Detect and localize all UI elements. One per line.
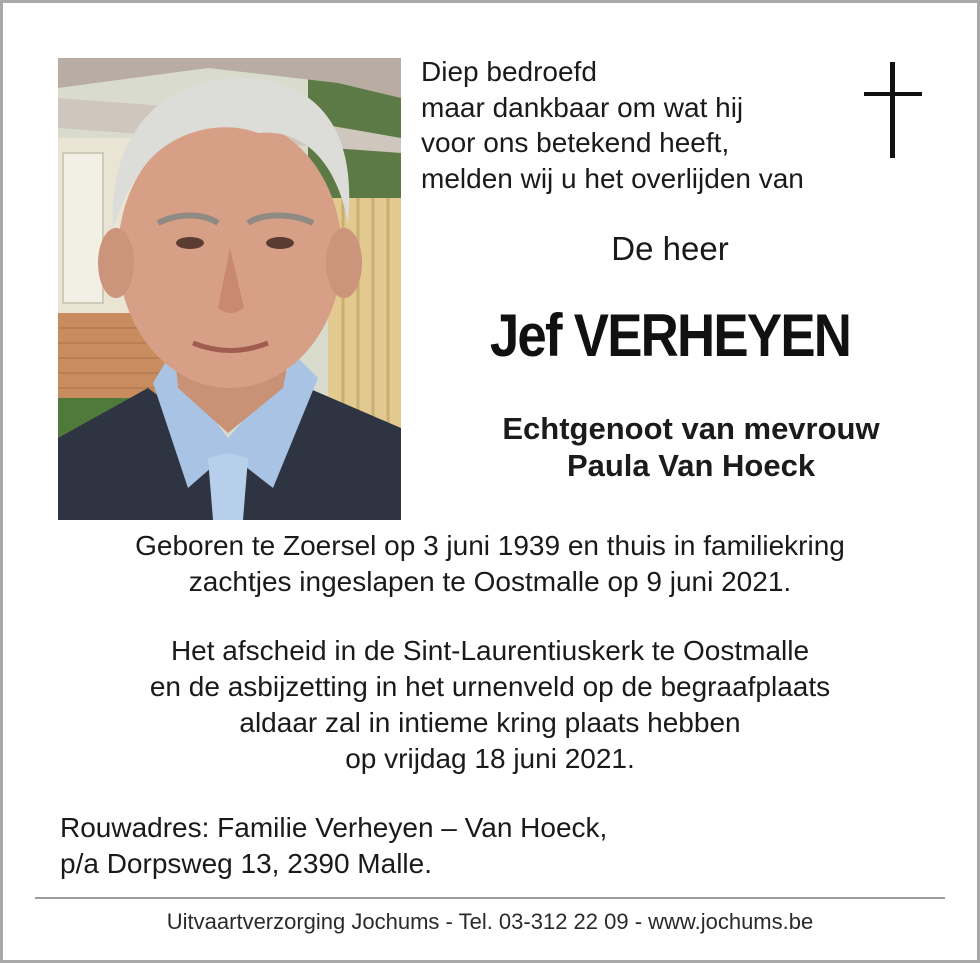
birth-death-line: zachtjes ingeslapen te Oostmalle op 9 juni 2021. <box>188 566 792 597</box>
birth-death-line: Geboren te Zoersel op 3 juni 1939 en thuis in familiekring <box>135 530 845 561</box>
spouse-line: Paula Van Hoeck <box>566 448 816 483</box>
farewell-line: aldaar zal in intieme kring plaats hebben <box>239 707 741 738</box>
address-line: p/a Dorpsweg 13, 2390 Malle. <box>60 848 432 879</box>
spouse-info <box>420 410 962 484</box>
intro-line: melden wij u het overlijden van <box>421 162 804 194</box>
portrait-photo <box>58 58 401 520</box>
intro-text <box>421 54 804 196</box>
funeral-director-footer: Uitvaartverzorging Jochums - Tel. 03-312 22 09 - www.jochums.be <box>166 909 814 934</box>
cross-icon <box>864 62 922 165</box>
intro-line: maar dankbaar om wat hij <box>421 91 744 123</box>
salutation: De heer <box>611 230 729 267</box>
intro-line: Diep bedroefd <box>421 56 597 87</box>
footer-divider <box>35 897 945 899</box>
mourning-address <box>60 810 607 882</box>
farewell-line: en de asbijzetting in het urnenveld op de begraafplaats <box>149 671 831 702</box>
farewell-line: Het afscheid in de Sint-Laurentiuskerk te Oostmalle <box>170 635 810 666</box>
intro-line: voor ons betekend heeft, <box>421 127 730 158</box>
birth-death-text <box>0 528 980 600</box>
farewell-text <box>0 633 980 777</box>
spouse-line: Echtgenoot van mevrouw <box>502 411 880 446</box>
farewell-line: op vrijdag 18 juni 2021. <box>345 743 635 774</box>
address-line: Rouwadres: Familie Verheyen – Van Hoeck, <box>60 812 608 843</box>
deceased-name: Jef VERHEYEN <box>489 302 851 369</box>
